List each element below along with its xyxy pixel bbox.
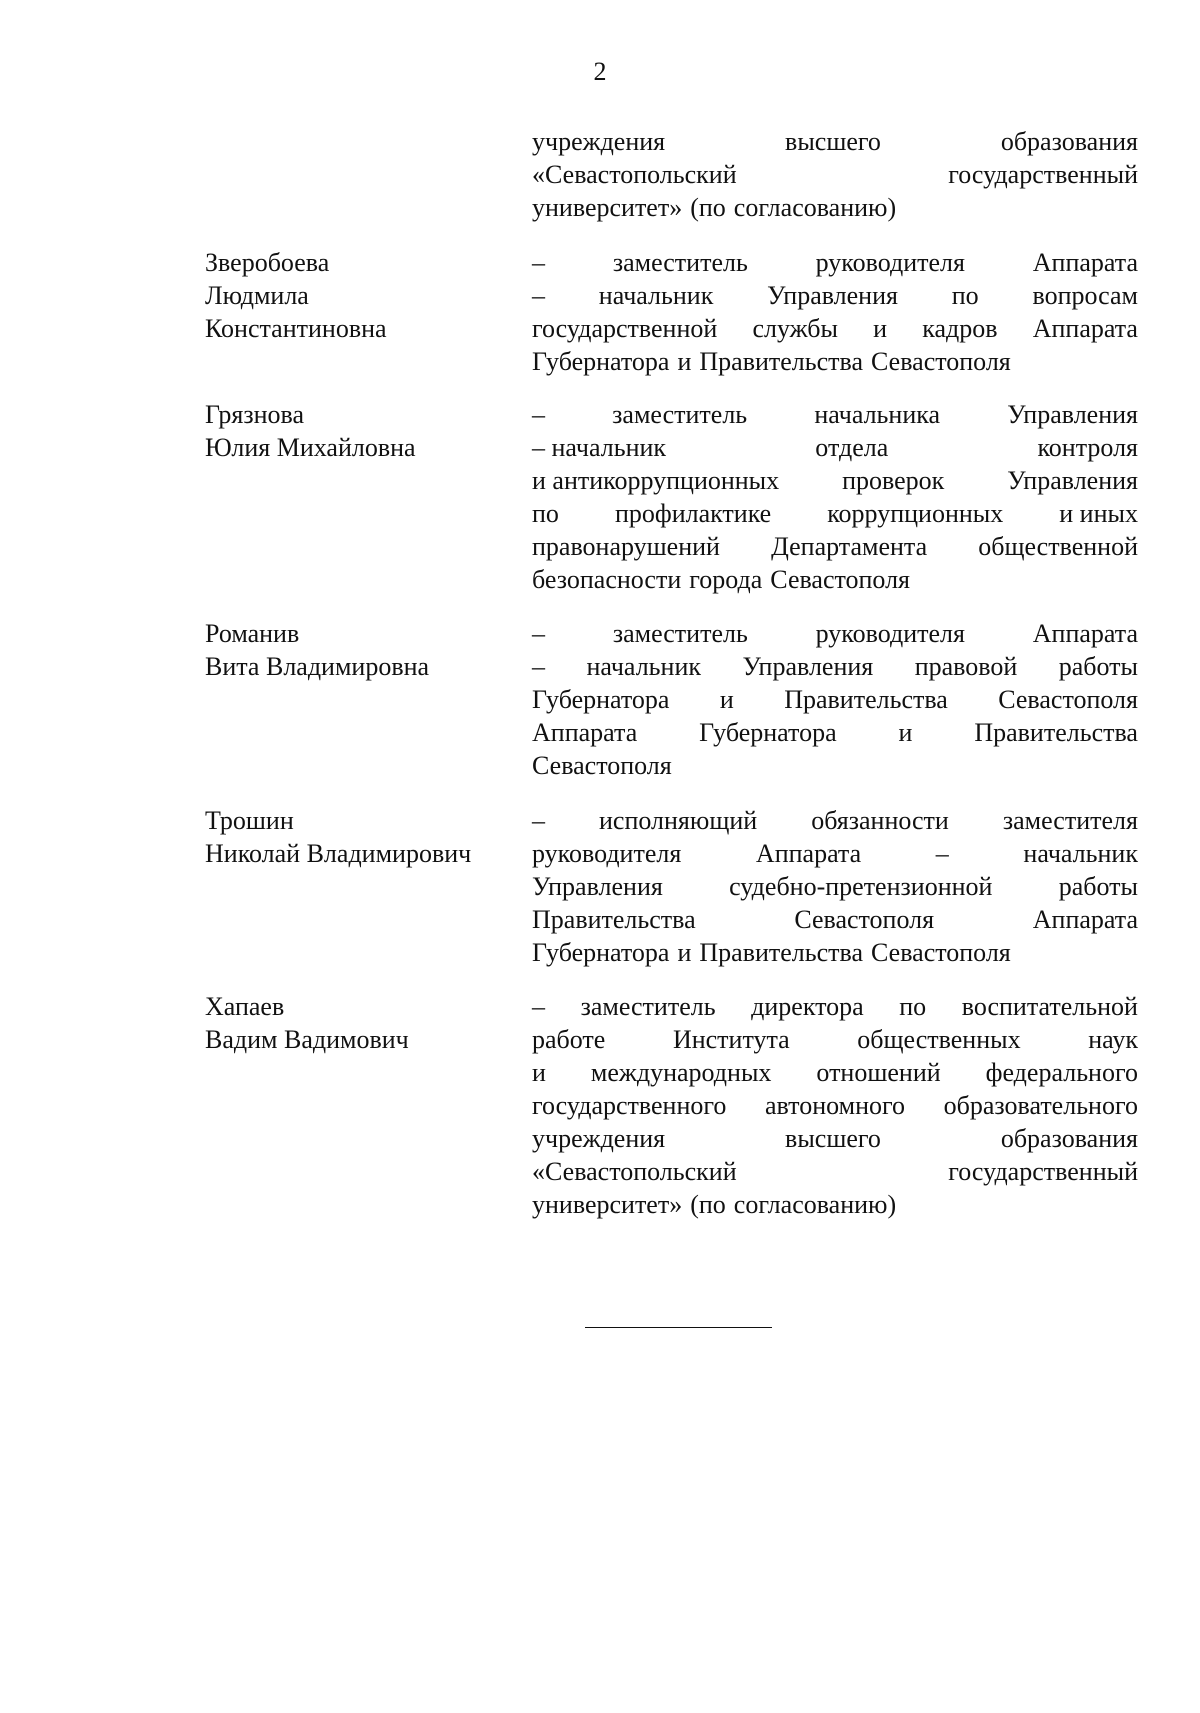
description-word: заместителя [1002,806,1138,835]
description-word: города [689,565,763,594]
description-word: государственного [532,1091,727,1120]
description-line [532,530,1138,563]
description-line [532,617,1138,650]
member-position-gryaznova [532,398,1138,596]
description-word: – [532,806,545,835]
member-position-khapaev [532,990,1138,1221]
member-patronymic: Константиновна [205,314,387,343]
description-word: – [532,248,545,277]
description-word: и антикоррупционных [532,466,780,495]
description-line [532,903,1138,936]
description-line [532,716,1138,749]
description-word: – [532,400,545,429]
description-word: работы [1058,872,1138,901]
member-name-gryaznova [205,398,505,464]
description-line [532,1023,1138,1056]
description-word: заместитель [580,992,716,1021]
description-word: и [719,685,734,714]
description-line [532,1155,1138,1188]
description-word: вопросам [1032,281,1138,310]
description-word: Аппарата [1032,248,1138,277]
description-word: – [532,992,545,1021]
description-word: заместитель [612,619,748,648]
description-word: Аппарата [1032,619,1138,648]
description-word: контроля [1037,433,1138,462]
description-word: Аппарата [532,718,638,747]
description-line [532,804,1138,837]
description-word: и [532,1058,546,1087]
description-word: безопасности [532,565,682,594]
member-given-name: Николай Владимирович [205,839,472,868]
member-surname: Грязнова [205,400,305,429]
description-word: – [532,281,545,310]
description-word: (по [690,1190,726,1219]
description-word: Управления [532,872,663,901]
description-line [532,870,1138,903]
description-word: государственной [532,314,718,343]
member-surname: Романив [205,619,300,648]
description-line [532,398,1138,431]
description-word: наук [1088,1025,1138,1054]
description-word: и [677,347,692,376]
description-word: общественных [857,1025,1021,1054]
description-word: Управления [767,281,898,310]
description-word: Правительства [974,718,1138,747]
member-position-zveroboeva [532,246,1138,378]
description-word: правонарушений [532,532,720,561]
description-word: образования [1000,127,1138,156]
end-divider-line [585,1327,772,1328]
description-word: «Севастопольский [532,160,737,189]
member-given-name: Вита Владимировна [205,652,430,681]
member-surname: Зверобоева [205,248,330,277]
member-given-name: Юлия Михайловна [205,433,416,462]
description-word: «Севастопольский [532,1157,737,1186]
description-line [532,464,1138,497]
description-word: Губернатора [532,685,670,714]
description-word: образования [1000,1124,1138,1153]
description-line [532,125,1138,158]
description-line [532,1122,1138,1155]
member-name-troshin [205,804,505,870]
member-name-zveroboeva [205,246,505,345]
description-word: руководителя [815,248,965,277]
member-surname: Трошин [205,806,294,835]
description-word: обязанности [811,806,949,835]
description-word: правовой [914,652,1018,681]
description-word: государственный [948,160,1138,189]
description-word: начальника [814,400,941,429]
description-line [532,837,1138,870]
description-line [532,936,1138,969]
description-word: общественной [978,532,1138,561]
description-word: федерального [985,1058,1138,1087]
description-word: коррупционных [827,499,1004,528]
description-word: по [899,992,927,1021]
description-word: Аппарата [1032,905,1138,934]
description-word: Управления [1007,466,1138,495]
description-line [532,158,1138,191]
description-line [532,312,1138,345]
description-word: – [935,839,949,868]
description-line [532,1089,1138,1122]
description-line [532,990,1138,1023]
description-word: по [532,499,559,528]
description-word: воспитательной [961,992,1138,1021]
description-word: Севастополя [998,685,1138,714]
description-word: проверок [842,466,945,495]
description-line [532,563,1138,596]
description-line [532,749,1138,782]
description-word: исполняющий [599,806,758,835]
member-name-khapaev [205,990,505,1056]
description-word: директора [751,992,864,1021]
description-word: Севастополя [532,751,672,780]
description-word: Губернатора [532,938,670,967]
description-line [532,191,1138,224]
description-word: Севастополя [871,347,1011,376]
description-word: и иных [1059,499,1138,528]
description-word: начальник [598,281,714,310]
description-word: автономного [765,1091,906,1120]
description-word: – [532,652,545,681]
page-number: 2 [593,57,607,86]
description-word: Губернатора [532,347,670,376]
description-word: учреждения [532,127,666,156]
description-line [532,683,1138,716]
description-word: службы [752,314,838,343]
description-line [532,1056,1138,1089]
description-line [532,650,1138,683]
description-word: Аппарата [1032,314,1138,343]
description-word: университет» [532,1190,683,1219]
description-word: Института [672,1025,790,1054]
description-word: и [898,718,913,747]
description-word: международных [590,1058,772,1087]
description-line [532,345,1138,378]
description-word: высшего [785,1124,881,1153]
description-word: заместитель [612,248,748,277]
description-word: заместитель [612,400,748,429]
description-word: Севастополя [794,905,935,934]
continuation-description [532,125,1138,224]
description-line [532,431,1138,464]
member-position-troshin [532,804,1138,969]
description-word: и [677,938,692,967]
member-surname: Хапаев [205,992,285,1021]
description-line [532,497,1138,530]
member-given-name: Вадим Вадимович [205,1025,409,1054]
member-position-romaniv [532,617,1138,782]
description-line [532,279,1138,312]
description-word: согласованию) [733,193,897,222]
description-word: работе [532,1025,606,1054]
member-name-romaniv [205,617,505,683]
description-word: Правительства [532,905,696,934]
description-word: начальник [586,652,701,681]
description-word: Департамента [771,532,928,561]
description-line [532,1188,1138,1221]
description-word: руководителя [815,619,965,648]
description-word: отношений [816,1058,941,1087]
description-word: высшего [785,127,881,156]
description-word: кадров [922,314,998,343]
description-word: отдела [815,433,889,462]
description-word: согласованию) [733,1190,897,1219]
description-word: Правительства [699,938,864,967]
description-word: Правительства [784,685,948,714]
description-word: Губернатора [699,718,837,747]
description-word: образовательного [943,1091,1138,1120]
description-word: Управления [742,652,874,681]
description-word: учреждения [532,1124,666,1153]
description-word: судебно-претензионной [729,872,993,901]
description-word: и [873,314,888,343]
description-word: (по [690,193,726,222]
member-given-name: Людмила [205,281,309,310]
description-word: Аппарата [755,839,862,868]
description-word: – начальник [532,433,667,462]
description-word: Севастополя [871,938,1011,967]
description-word: – [532,619,545,648]
description-word: профилактике [614,499,772,528]
description-word: Правительства [699,347,864,376]
description-word: Севастополя [770,565,911,594]
description-word: Управления [1007,400,1138,429]
description-word: по [951,281,979,310]
description-line [532,246,1138,279]
description-word: руководителя [532,839,682,868]
description-word: работы [1058,652,1138,681]
description-word: начальник [1023,839,1138,868]
description-word: университет» [532,193,683,222]
description-word: государственный [948,1157,1138,1186]
